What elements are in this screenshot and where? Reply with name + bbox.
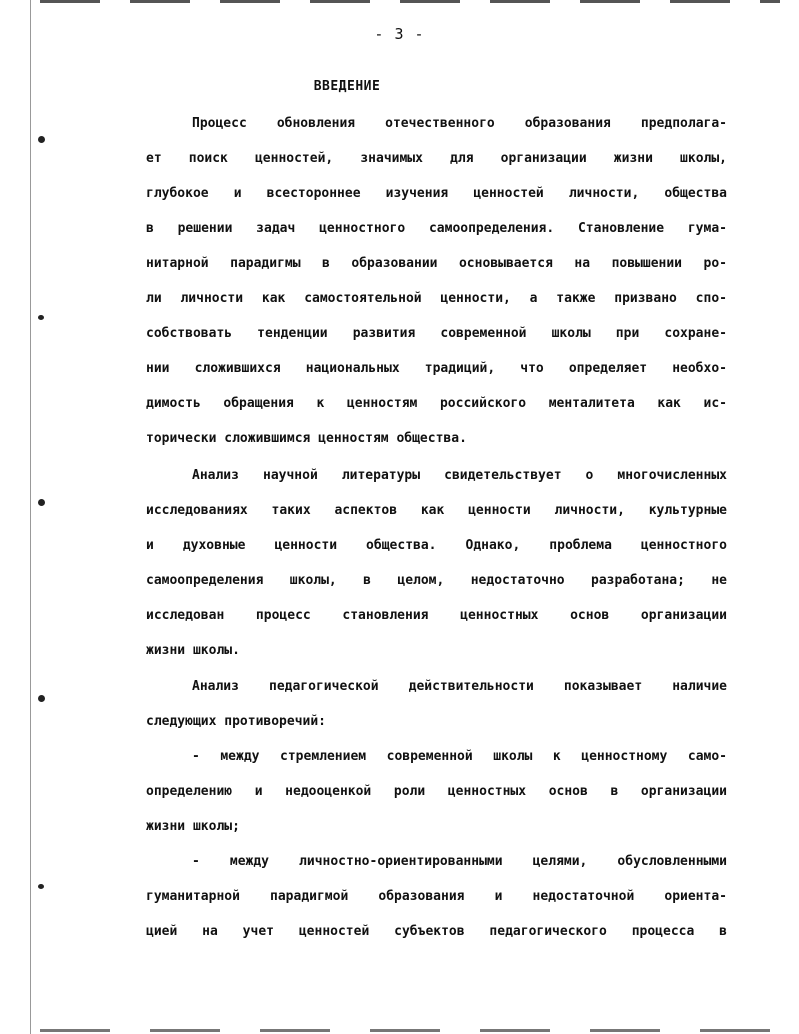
text-line: - между личностно-ориентированными целями, обусловленными (192, 854, 727, 869)
binding-hole-mark (38, 315, 44, 320)
text-line: собствовать тенденции развития современной школы при сохране- (146, 326, 727, 341)
text-line: нии сложившихся национальных традиций, что определяет необхо- (146, 361, 727, 376)
text-line: гуманитарной парадигмой образования и недостаточной ориента- (146, 889, 727, 904)
text-line: глубокое и всестороннее изучения ценностей личности, общества (146, 186, 727, 201)
text-line: димость обращения к ценностям российского менталитета как ис- (146, 396, 727, 411)
binding-hole-mark (38, 136, 45, 143)
binding-hole-mark (38, 884, 44, 889)
text-line: - между стремлением современной школы к ценностному само- (192, 749, 727, 764)
section-title: ВВЕДЕНИЕ (313, 79, 381, 94)
text-line: следующих противоречий: (146, 714, 327, 729)
text-line: и духовные ценности общества. Однако, проблема ценностного (146, 538, 727, 553)
scan-margin-line (30, 0, 31, 1034)
text-line: ет поиск ценностей, значимых для организации жизни школы, (146, 151, 727, 166)
text-line: в решении задач ценностного самоопределения. Становление гума- (146, 221, 727, 236)
text-line: исследованиях таких аспектов как ценности личности, культурные (146, 503, 727, 518)
text-line: цией на учет ценностей субъектов педагогического процесса в (146, 924, 727, 939)
scan-bottom-edge (40, 1029, 780, 1032)
text-line: определению и недооценкой роли ценностных основ в организации (146, 784, 727, 799)
text-line: Анализ научной литературы свидетельствует о многочисленных (192, 468, 727, 483)
scan-top-edge (40, 0, 780, 3)
text-line: ли личности как самостоятельной ценности, а также призвано спо- (146, 291, 727, 306)
binding-hole-mark (38, 695, 45, 702)
text-line: Процесс обновления отечественного образования предполага- (192, 116, 727, 131)
page-number: - 3 - (374, 25, 425, 43)
text-line: самоопределения школы, в целом, недостаточно разработана; не (146, 573, 727, 588)
text-line: торически сложившимся ценностям общества. (146, 431, 467, 446)
text-line: исследован процесс становления ценностных основ организации (146, 608, 727, 623)
text-line: жизни школы; (146, 819, 240, 834)
text-line: жизни школы. (146, 643, 240, 658)
text-line: нитарной парадигмы в образовании основывается на повышении ро- (146, 256, 727, 271)
text-line: Анализ педагогической действительности показывает наличие (192, 679, 727, 694)
binding-hole-mark (38, 499, 45, 506)
